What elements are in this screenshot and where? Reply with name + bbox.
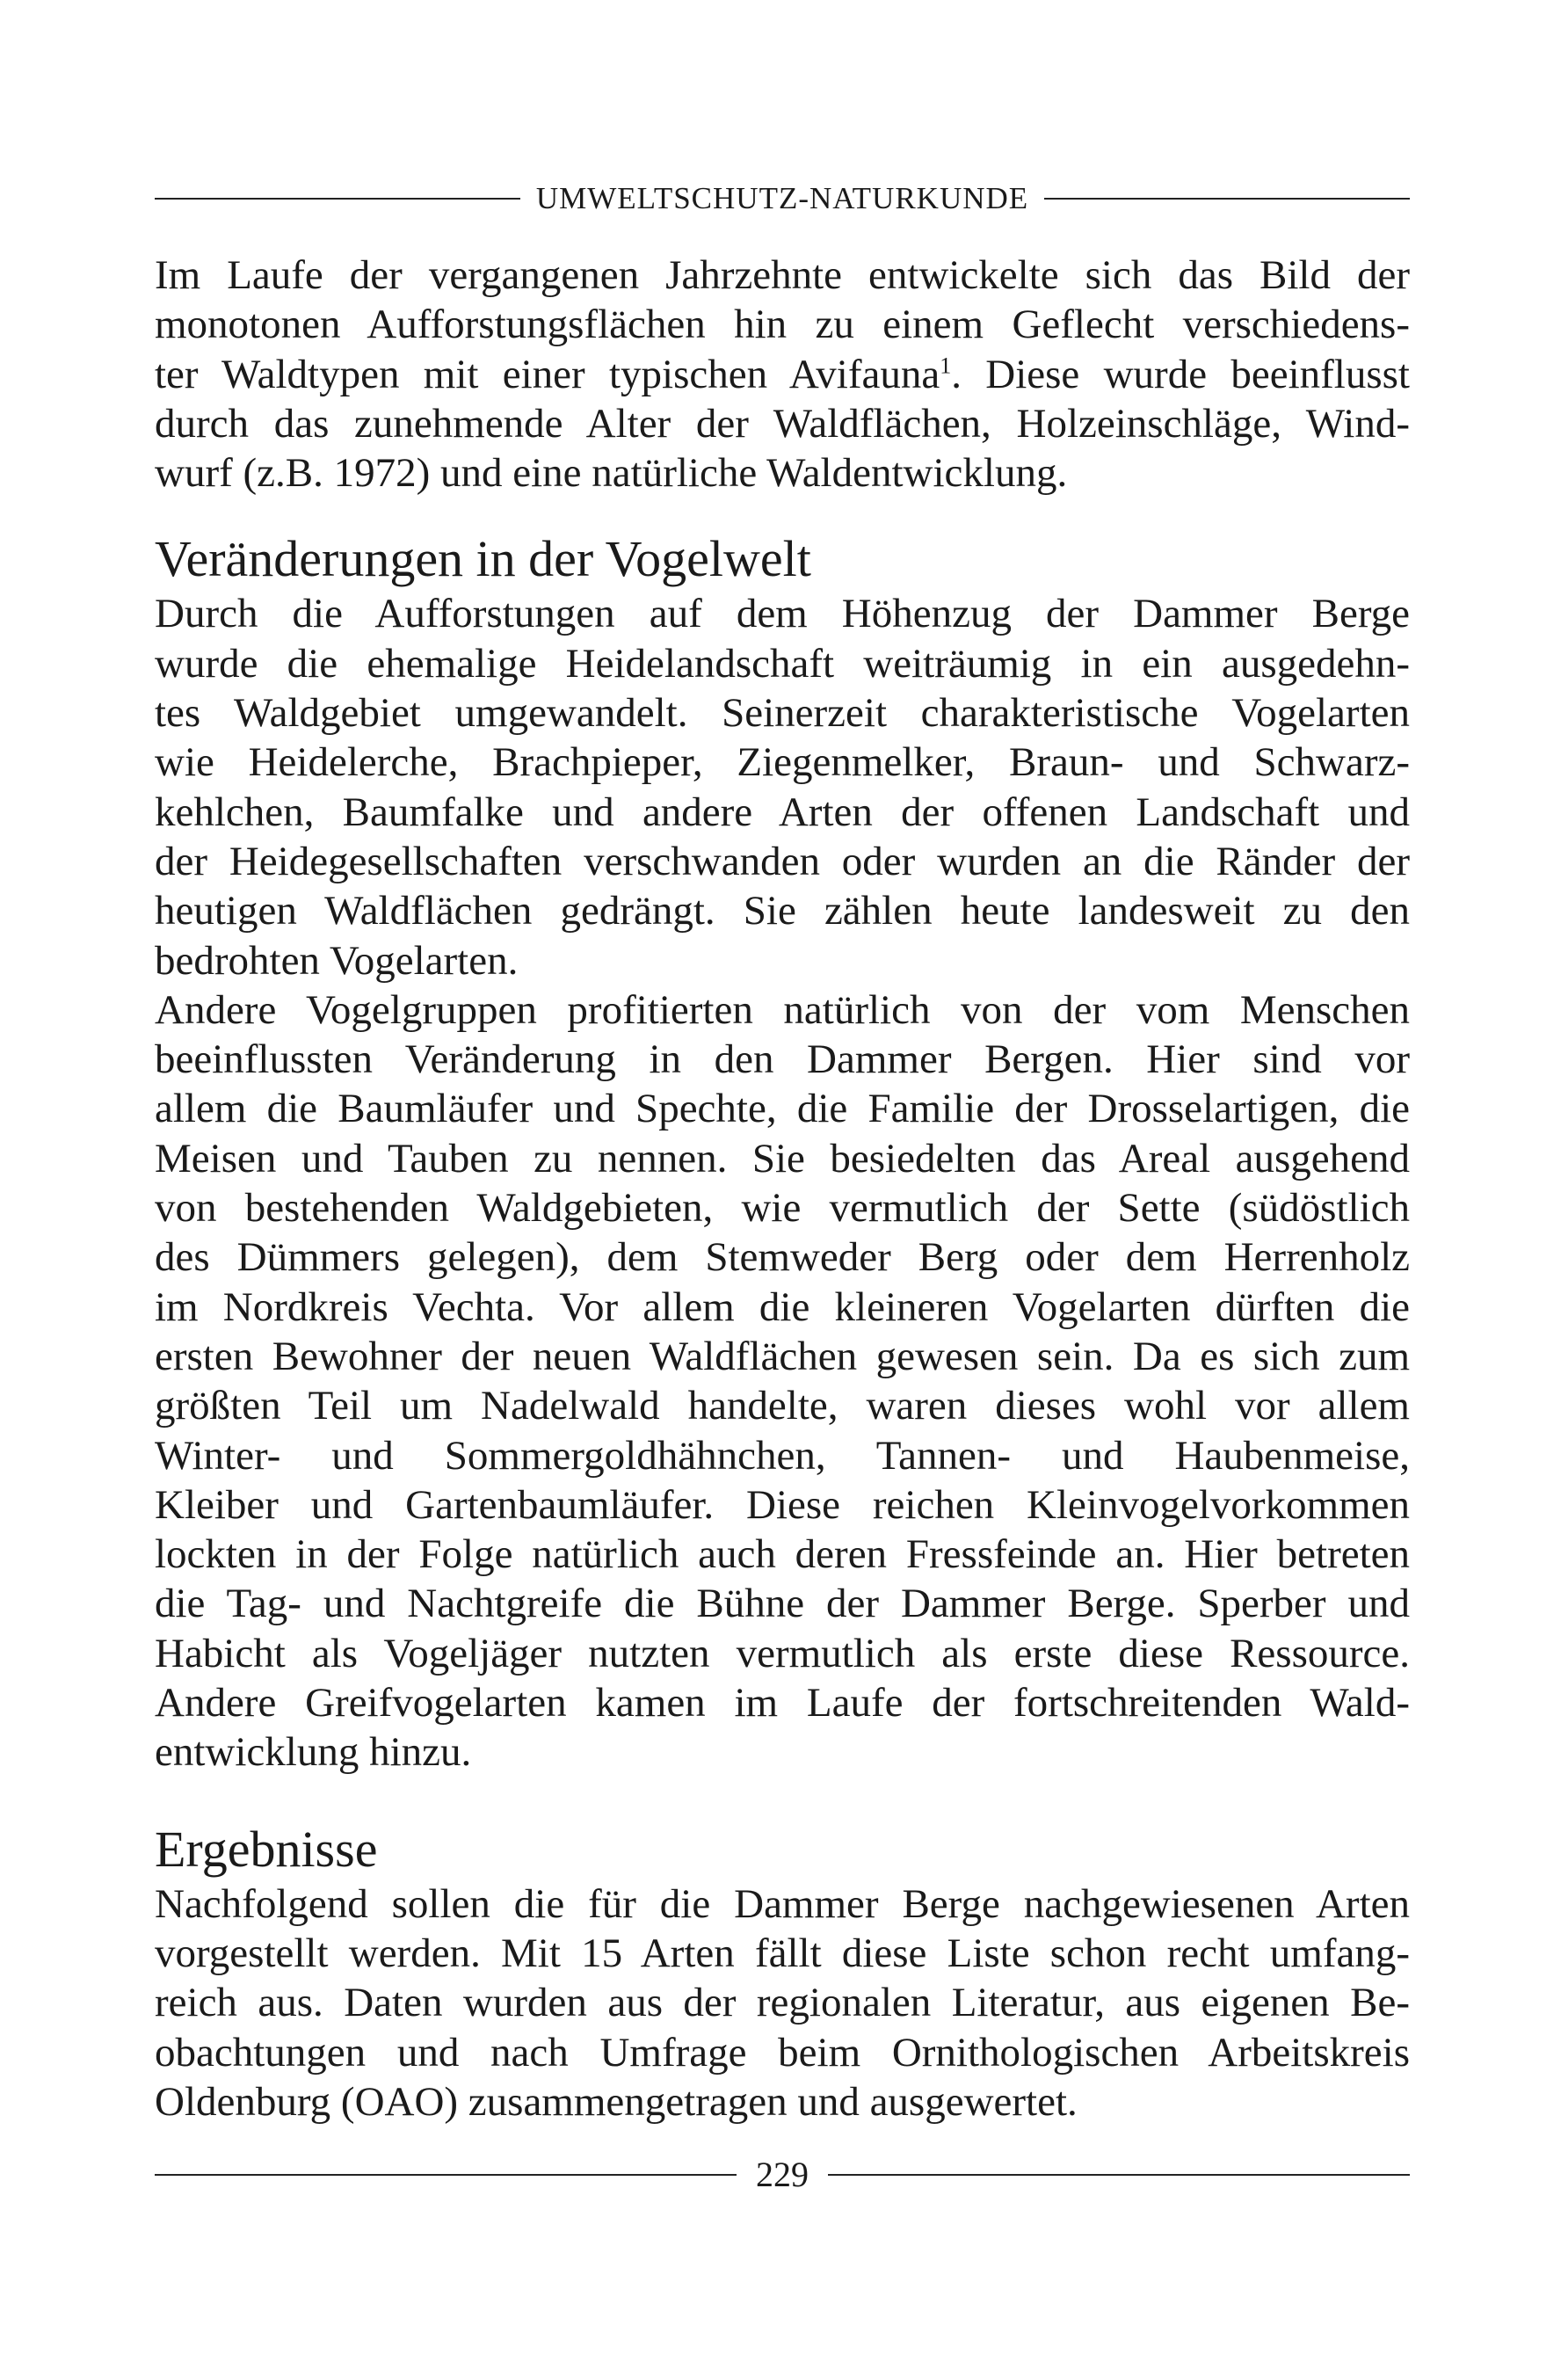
text-segment: . Diese wurde beeinflusst — [951, 351, 1410, 397]
text-line: tes Waldgebiet umgewandelt. Seinerzeit charakteristische Vogelarten — [155, 690, 1410, 737]
text-line — [155, 350, 1410, 399]
text-line: Andere Greifvogelarten kamen im Laufe der fortschreitenden Wald- — [155, 1680, 1410, 1727]
text-line: vorgestellt werden. Mit 15 Arten fällt diese Liste schon recht umfang- — [155, 1930, 1410, 1976]
text-line: bedrohten Vogelarten. — [155, 937, 519, 984]
section-heading-ergebnisse: Ergebnisse — [155, 1820, 378, 1878]
intro-paragraph — [155, 251, 1410, 498]
text-line: Durch die Aufforstungen auf dem Höhenzug der Dammer Berge — [155, 591, 1410, 637]
text-line: allem die Baumläufer und Spechte, die Familie der Drosselartigen, die — [155, 1086, 1410, 1132]
text-line: entwicklung hinzu. — [155, 1729, 472, 1776]
text-line: Habicht als Vogeljäger nutzten vermutlich als erste diese Ressource. — [155, 1630, 1410, 1676]
text-line: reich aus. Daten wurden aus der regionalen Literatur, aus eigenen Be- — [155, 1980, 1410, 2026]
header-rule-right — [1044, 198, 1410, 200]
page-footer — [155, 2154, 1410, 2195]
text-line: Meisen und Tauben zu nennen. Sie besiedelten das Areal ausgehend — [155, 1135, 1410, 1181]
text-line: heutigen Waldflächen gedrängt. Sie zählen heute landesweit zu den — [155, 888, 1410, 934]
text-line: Im Laufe der vergangenen Jahrzehnte entwickelte sich das Bild der — [155, 252, 1410, 298]
running-head — [155, 181, 1410, 216]
footer-rule-left — [155, 2174, 737, 2176]
text-line: des Dümmers gelegen), dem Stemweder Berg oder dem Herrenholz — [155, 1234, 1410, 1281]
text-line: kehlchen, Baumfalke und andere Arten der offenen Landschaft und — [155, 789, 1410, 835]
text-line: wurf (z.B. 1972) und eine natürliche Waldentwicklung. — [155, 450, 1068, 497]
text-line: größten Teil um Nadelwald handelte, waren dieses wohl vor allem — [155, 1383, 1410, 1429]
text-line: wurde die ehemalige Heidelandschaft weiträumig in ein ausgedehn- — [155, 640, 1410, 687]
footer-rule-right — [828, 2174, 1410, 2176]
text-line: monotonen Aufforstungsflächen hin zu einem Geflecht verschiedens- — [155, 302, 1410, 348]
text-line: die Tag- und Nachtgreife die Bühne der Dammer Berge. Sperber und — [155, 1581, 1410, 1627]
text-line: von bestehenden Waldgebieten, wie vermutlich der Sette (südöstlich — [155, 1185, 1410, 1232]
text-line: durch das zunehmende Alter der Waldflächen, Holzeinschläge, Wind- — [155, 400, 1410, 447]
text-line: wie Heidelerche, Brachpieper, Ziegenmelker, Braun- und Schwarz- — [155, 739, 1410, 786]
text-line: obachtungen und nach Umfrage beim Ornithologischen Arbeitskreis — [155, 2029, 1410, 2076]
text-line: Kleiber und Gartenbaumläufer. Diese reichen Kleinvogelvorkommen — [155, 1481, 1410, 1528]
text-line: der Heidegesellschaften verschwanden oder wurden an die Ränder der — [155, 838, 1410, 884]
text-segment: ter Waldtypen mit einer typischen Avifauna — [155, 351, 940, 397]
text-line: im Nordkreis Vechta. Vor allem die kleineren Vogelarten dürften die — [155, 1283, 1410, 1330]
section-heading-vogelwelt: Veränderungen in der Vogelwelt — [155, 530, 811, 588]
page-body — [155, 251, 1410, 2126]
text-line: lockten in der Folge natürlich auch deren Fressfeinde an. Hier betreten — [155, 1531, 1410, 1578]
running-head-title: UMWELTSCHUTZ-NATURKUNDE — [535, 181, 1029, 215]
page-number: 229 — [756, 2155, 809, 2194]
text-line: Nachfolgend sollen die für die Dammer Berge nachgewiesenen Arten — [155, 1880, 1410, 1927]
text-line: Winter- und Sommergoldhähnchen, Tannen- und Haubenmeise, — [155, 1432, 1410, 1479]
header-rule-left — [155, 198, 520, 200]
text-line: beeinflussten Veränderung in den Dammer Bergen. Hier sind vor — [155, 1036, 1410, 1083]
section-ergebnisse-text — [155, 1879, 1410, 2126]
text-line: ersten Bewohner der neuen Waldflächen gewesen sein. Da es sich zum — [155, 1333, 1410, 1379]
text-line: Andere Vogelgruppen profitierten natürlich von der vom Menschen — [155, 986, 1410, 1033]
section-vogelwelt-text — [155, 589, 1410, 1777]
text-line: Oldenburg (OAO) zusammengetragen und ausgewertet. — [155, 2078, 1078, 2125]
footnote-marker: 1 — [940, 352, 952, 378]
